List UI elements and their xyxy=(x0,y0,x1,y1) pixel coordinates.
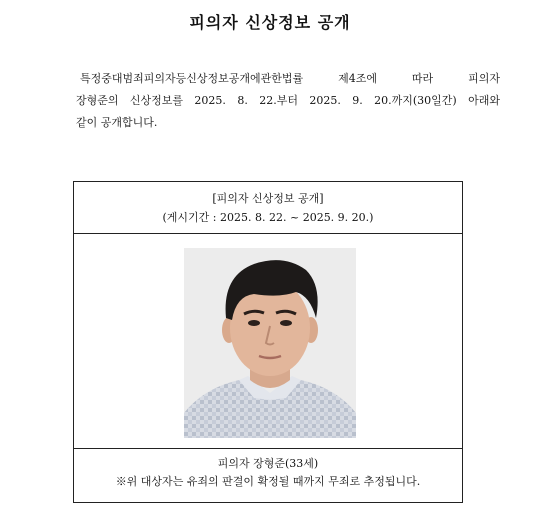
intro-paragraph xyxy=(76,68,500,134)
disclosure-period: (게시기간 : 2025. 8. 22. ~ 2025. 9. 20.) xyxy=(162,211,374,224)
suspect-photo xyxy=(184,248,356,438)
disclosure-box-header xyxy=(74,182,462,234)
suspect-name-age: 피의자 장형준(33세) xyxy=(217,457,319,470)
document-title: 피의자 신상정보 공개 xyxy=(189,13,351,32)
disclosure-box xyxy=(73,181,463,503)
intro-line-3: 같이 공개합니다. xyxy=(76,116,158,129)
disclosure-box-footer xyxy=(74,449,462,491)
photo-cell xyxy=(74,234,462,449)
intro-line-1: 특정중대범죄피의자등신상정보공개에관한법률 제4조에 따라 피의자 xyxy=(80,72,500,85)
presumption-notice: ※위 대상자는 유죄의 판결이 확정될 때까지 무죄로 추정됩니다. xyxy=(115,475,421,488)
disclosure-box-title: [피의자 신상정보 공개] xyxy=(212,192,324,205)
intro-line-2: 장형준의 신상정보를 2025. 8. 22.부터 2025. 9. 20.까지(30일간) 아래와 xyxy=(76,94,500,107)
